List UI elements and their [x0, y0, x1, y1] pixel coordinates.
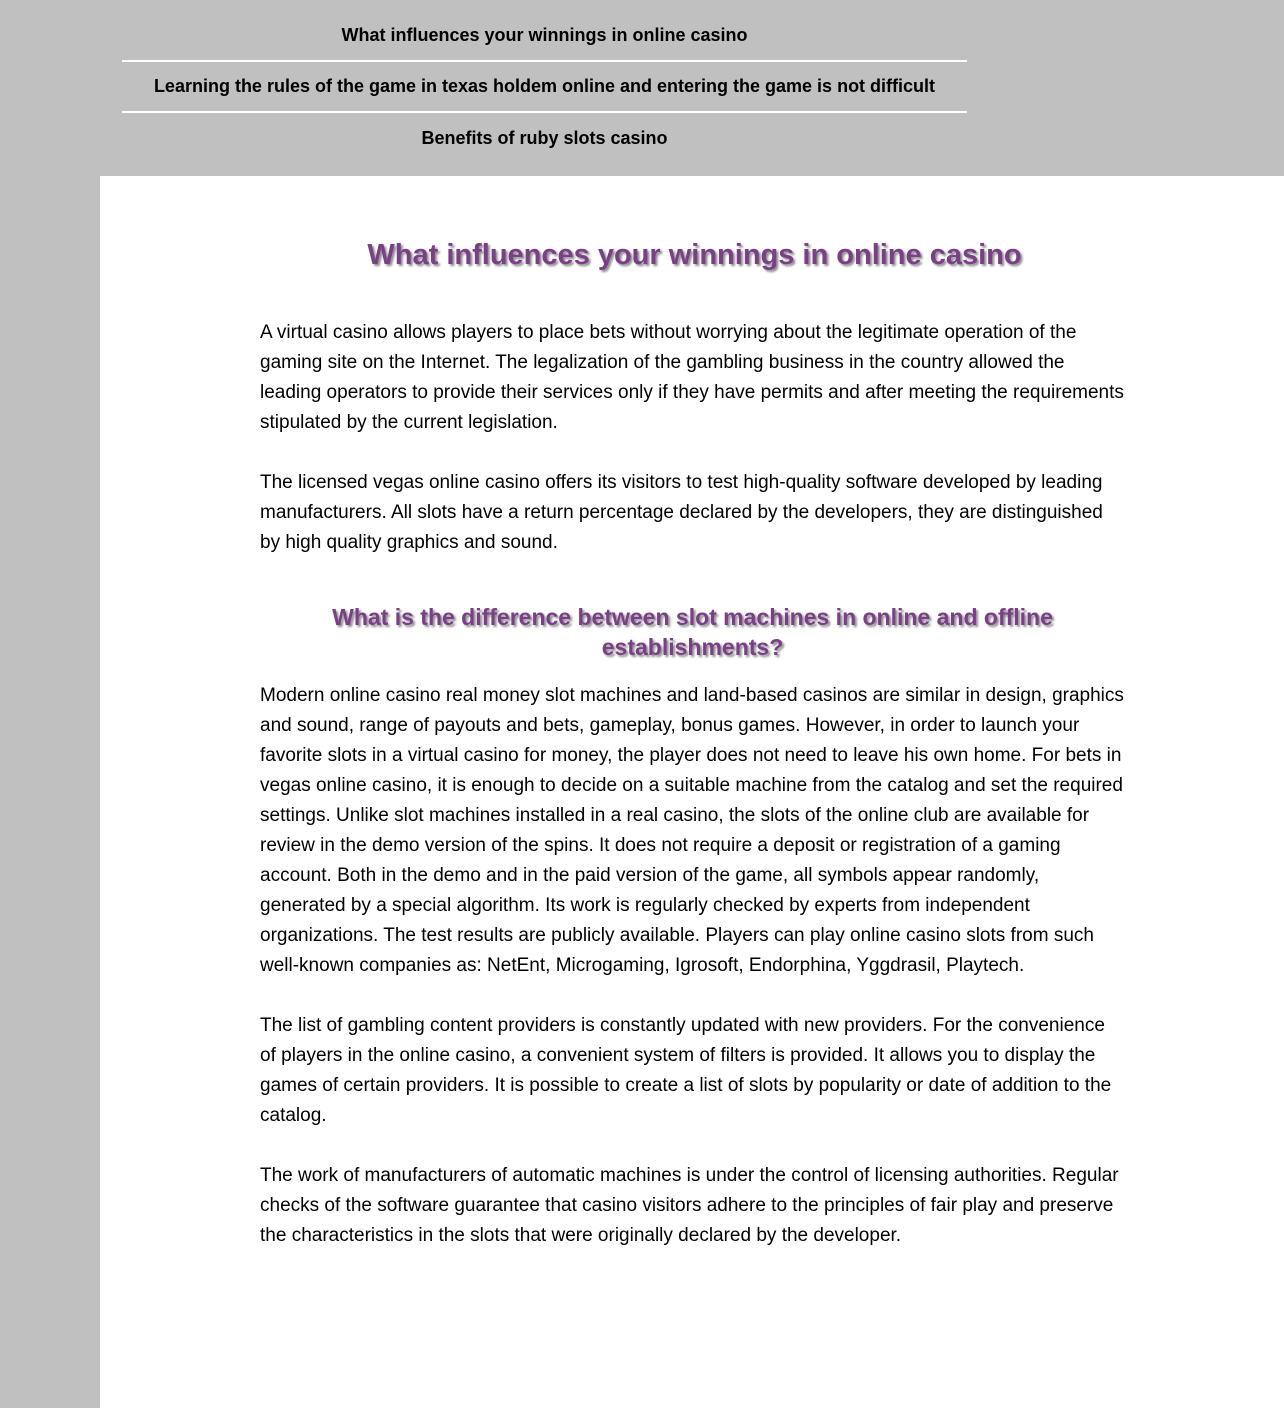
article-paragraph: The work of manufacturers of automatic machines is under the control of licensing authorities. Regular checks of the software guarantee that casino visitors adhere to the principles of fair play and preserve the characteristics in the slots that were originally declared by the developer.: [260, 1165, 1119, 1246]
article-paragraph: Modern online casino real money slot machines and land-based casinos are similar in design, graphics and sound, range of payouts and bets, gameplay, bonus games. However, in order to launch your favorite slots in a virtual casino for money, the player does not need to leave his own home. For bets in vegas online casino, it is enough to decide on a suitable machine from the catalog and set the required settings. Unlike slot machines installed in a real casino, the slots of the online club are available for review in the demo version of the spins. It does not require a deposit or registration of a gaming account. Both in the demo and in the paid version of the game, all symbols appear randomly, generated by a special algorithm. Its work is regularly checked by experts from independent organizations. The test results are publicly available. Players can play online casino slots from such well-known companies as: NetEnt, Microgaming, Igrosoft, Endorphina, Yggdrasil, Playtech.: [260, 685, 1124, 976]
nav-link-ruby-slots[interactable]: Benefits of ruby slots casino: [421, 128, 668, 148]
article-paragraph: The list of gambling content providers is constantly updated with new providers. For the convenience of players in the online casino, a convenient system of filters is provided. It allows you to display the games of certain providers. It is possible to create a list of slots by popularity or date of addition to the catalog.: [260, 1015, 1112, 1126]
article-paragraph: A virtual casino allows players to place bets without worrying about the legitimate operation of the gaming site on the Internet. The legalization of the gambling business in the country allowed the leading operators to provide their services only if they have permits and after meeting the requirements stipulated by the current legislation.: [260, 322, 1124, 433]
top-navigation: [0, 0, 989, 176]
section-heading: What is the difference between slot machines in online and offline establishments?: [332, 604, 1053, 660]
page-title: What influences your winnings in online casino: [367, 239, 1022, 271]
nav-item: [122, 62, 967, 113]
article: [260, 176, 1125, 1251]
nav-link-texas-holdem[interactable]: Learning the rules of the game in texas holdem online and entering the game is not difficult: [153, 76, 936, 96]
nav-item: [122, 11, 967, 62]
nav-list: [122, 11, 967, 164]
nav-link-winnings[interactable]: What influences your winnings in online casino: [341, 25, 748, 45]
article-paragraph: The licensed vegas online casino offers its visitors to test high-quality software developed by leading manufacturers. All slots have a return percentage declared by the developers, they are distinguished by high quality graphics and sound.: [260, 472, 1103, 553]
content-panel: [100, 176, 1284, 1408]
nav-item: [122, 113, 967, 164]
